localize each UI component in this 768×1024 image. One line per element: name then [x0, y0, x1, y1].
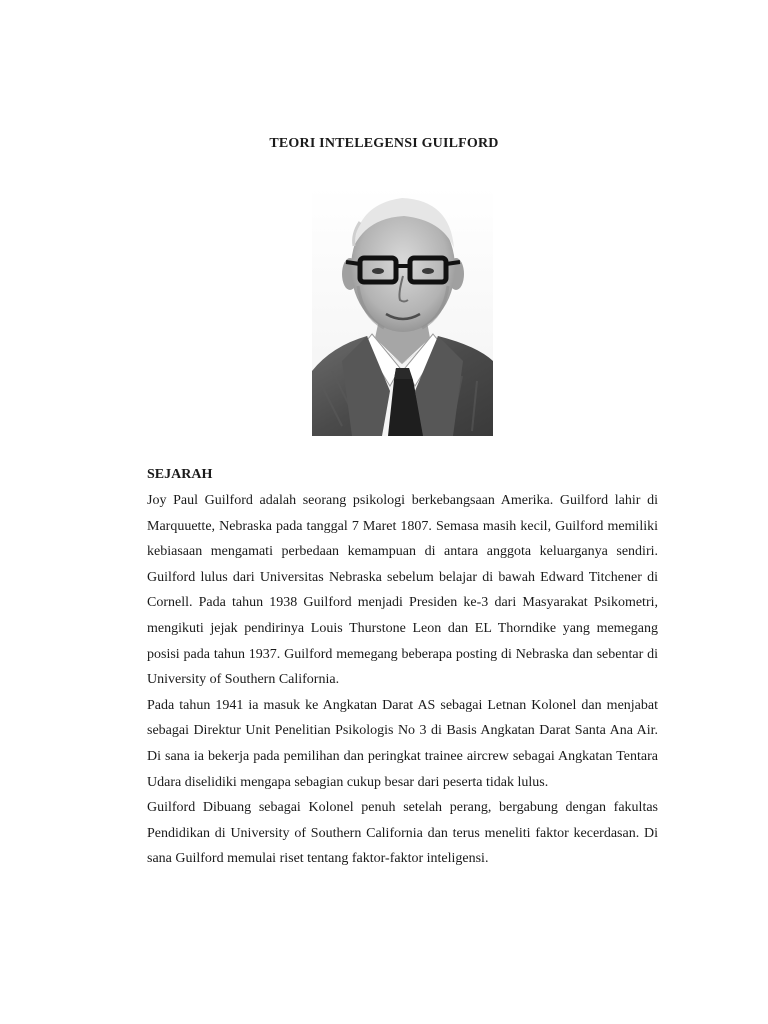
- section-heading: SEJARAH: [147, 467, 213, 482]
- article-body: [147, 462, 658, 872]
- paragraph-1: Joy Paul Guilford adalah seorang psikologi berkebangsaan Amerika. Guilford lahir di Marquuette, Nebraska pada tanggal 7 Maret 1807. Semasa masih kecil, Guilford memiliki kebiasaan mengamati perbedaan kemampuan di antara anggota keluarganya sendiri. Guilford lulus dari Universitas Nebraska sebelum belajar di bawah Edward Titchener di Cornell. Pada tahun 1938 Guilford menjadi Presiden ke-3 dari Masyarakat Psikometri, mengikuti jejak pendirinya Louis Thurstone Leon dan EL Thorndike yang memegang posisi pada tahun 1937. Guilford memegang beberapa posting di Nebraska dan sebentar di University of Southern California.: [147, 493, 658, 688]
- portrait-photo: [312, 186, 493, 436]
- paragraph-3: Guilford Dibuang sebagai Kolonel penuh setelah perang, bergabung dengan fakultas Pendidikan di University of Southern California dan terus meneliti faktor kecerdasan. Di sana Guilford memulai riset tentang faktor-faktor inteligensi.: [147, 800, 658, 867]
- page-title: TEORI INTELEGENSI GUILFORD: [269, 136, 499, 151]
- portrait-illustration: [312, 186, 493, 436]
- paragraph-2: Pada tahun 1941 ia masuk ke Angkatan Darat AS sebagai Letnan Kolonel dan menjabat sebagai Direktur Unit Penelitian Psikologis No 3 di Basis Angkatan Darat Santa Ana Air. Di sana ia bekerja pada pemilihan dan peringkat trainee aircrew sebagai Angkatan Tentara Udara diselidiki mengapa sebagian cukup besar dari peserta tidak lulus.: [147, 697, 658, 790]
